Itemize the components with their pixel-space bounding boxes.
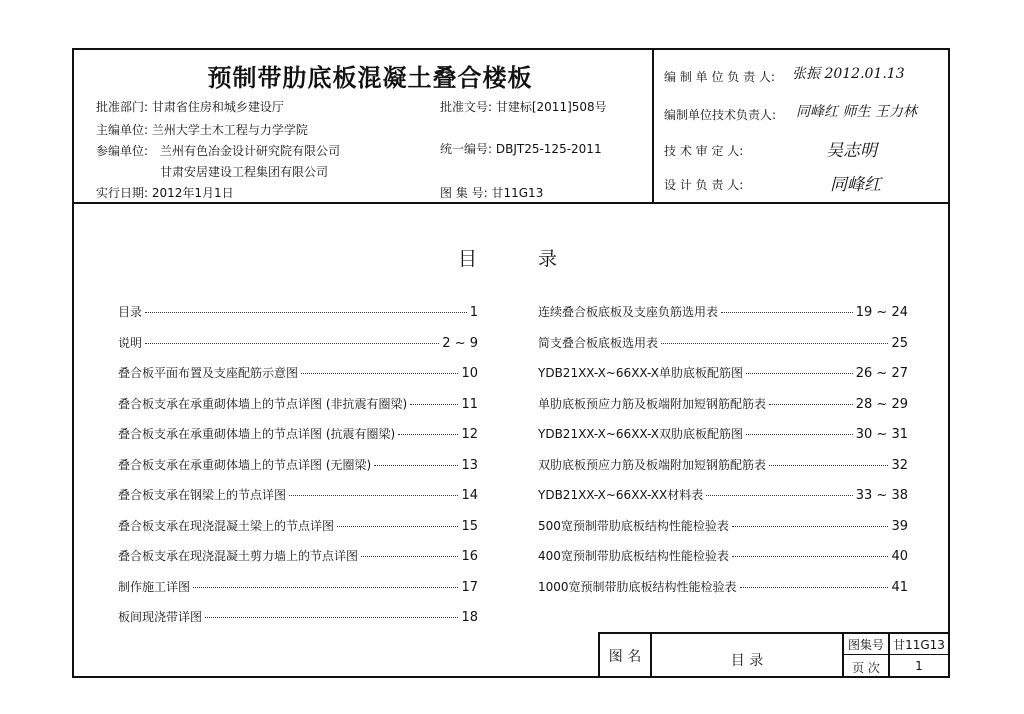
header-vertical-divider bbox=[652, 48, 654, 203]
drawing-name-label: 图 名 bbox=[608, 649, 642, 665]
role-label: 编 制 单 位 负 责 人: bbox=[664, 70, 775, 84]
title-block-divider bbox=[842, 654, 950, 655]
role-label: 编制单位技术负责人: bbox=[664, 108, 777, 122]
drawing-name: 目 录 bbox=[730, 653, 764, 669]
toc-entry[interactable]: 叠合板支承在承重砌体墙上的节点详图 (抗震有圈梁) 12 bbox=[118, 427, 478, 442]
toc-entry[interactable]: 叠合板平面布置及支座配筋示意图 10 bbox=[118, 366, 478, 381]
toc-entry[interactable]: YDB21XX-X~66XX-X单肋底板配筋图 26 ~ 27 bbox=[538, 366, 908, 381]
atlas-number: 图 集 号: 甘11G13 bbox=[440, 186, 544, 200]
toc-entry[interactable]: 叠合板支承在承重砌体墙上的节点详图 (无圈梁) 13 bbox=[118, 457, 478, 473]
signature: 吴志明 bbox=[826, 141, 877, 161]
toc-entry[interactable]: 400宽预制带肋底板结构性能检验表 40 bbox=[538, 549, 908, 564]
role-label: 设 计 负 责 人: bbox=[664, 178, 744, 192]
toc-entry[interactable]: 叠合板支承在现浇混凝土梁上的节点详图 15 bbox=[118, 518, 478, 534]
toc-entry[interactable]: 板间现浇带详图 18 bbox=[118, 610, 478, 625]
toc-left-column bbox=[118, 303, 478, 639]
toc-entry[interactable]: 500宽预制带肋底板结构性能检验表 39 bbox=[538, 518, 908, 534]
participant-unit-1: 兰州有色冶金设计研究院有限公司 bbox=[160, 144, 341, 158]
chief-editor-unit: 主编单位: 兰州大学土木工程与力学学院 bbox=[96, 123, 308, 137]
toc-entry[interactable]: 说明 2 ~ 9 bbox=[118, 335, 478, 351]
header-divider bbox=[72, 202, 950, 204]
toc-entry[interactable]: 叠合板支承在现浇混凝土剪力墙上的节点详图 16 bbox=[118, 549, 478, 564]
page-number: 1 bbox=[915, 659, 923, 673]
unified-number: 统一编号: DBJT25-125-2011 bbox=[440, 142, 602, 156]
toc-entry[interactable]: 双肋底板预应力筋及板端附加短钢筋配筋表 32 bbox=[538, 457, 908, 473]
toc-heading-char-1: 目 bbox=[458, 248, 478, 270]
toc-entry[interactable]: YDB21XX-X~66XX-XX材料表 33 ~ 38 bbox=[538, 488, 908, 503]
signature: 同峰红 师生 王力林 bbox=[796, 104, 917, 120]
approval-document-no: 批准文号: 甘建标[2011]508号 bbox=[440, 100, 607, 114]
participant-unit-2: 甘肃安居建设工程集团有限公司 bbox=[160, 165, 329, 179]
toc-entry[interactable]: 单肋底板预应力筋及板端附加短钢筋配筋表 28 ~ 29 bbox=[538, 396, 908, 412]
toc-entry[interactable]: 叠合板支承在钢梁上的节点详图 14 bbox=[118, 488, 478, 503]
toc-entry[interactable]: 目录 1 bbox=[118, 305, 478, 320]
atlas-no-value: 甘11G13 bbox=[893, 638, 945, 652]
effective-date: 实行日期: 2012年1月1日 bbox=[96, 186, 234, 200]
toc-entry[interactable]: 1000宽预制带肋底板结构性能检验表 41 bbox=[538, 579, 908, 595]
toc-entry[interactable]: YDB21XX-X~66XX-X双肋底板配筋图 30 ~ 31 bbox=[538, 427, 908, 442]
signature: 张振 2012.01.13 bbox=[792, 66, 905, 82]
toc-heading-char-2: 录 bbox=[538, 248, 558, 270]
toc-entry[interactable]: 叠合板支承在承重砌体墙上的节点详图 (非抗震有圈梁) 11 bbox=[118, 396, 478, 412]
atlas-title: 预制带肋底板混凝土叠合楼板 bbox=[207, 63, 533, 92]
participant-label: 参编单位: bbox=[96, 144, 149, 158]
signature: 同峰红 bbox=[830, 175, 881, 195]
role-label: 技 术 审 定 人: bbox=[664, 144, 744, 158]
page-label: 页 次 bbox=[852, 661, 880, 675]
approval-dept: 批准部门: 甘肃省住房和城乡建设厅 bbox=[96, 100, 284, 114]
toc-entry[interactable]: 制作施工详图 17 bbox=[118, 579, 478, 595]
toc-entry[interactable]: 连续叠合板底板及支座负筋选用表 19 ~ 24 bbox=[538, 305, 908, 320]
atlas-no-label: 图集号 bbox=[847, 638, 884, 652]
toc-entry[interactable]: 简支叠合板底板选用表 25 bbox=[538, 335, 908, 351]
toc-right-column bbox=[538, 303, 908, 608]
